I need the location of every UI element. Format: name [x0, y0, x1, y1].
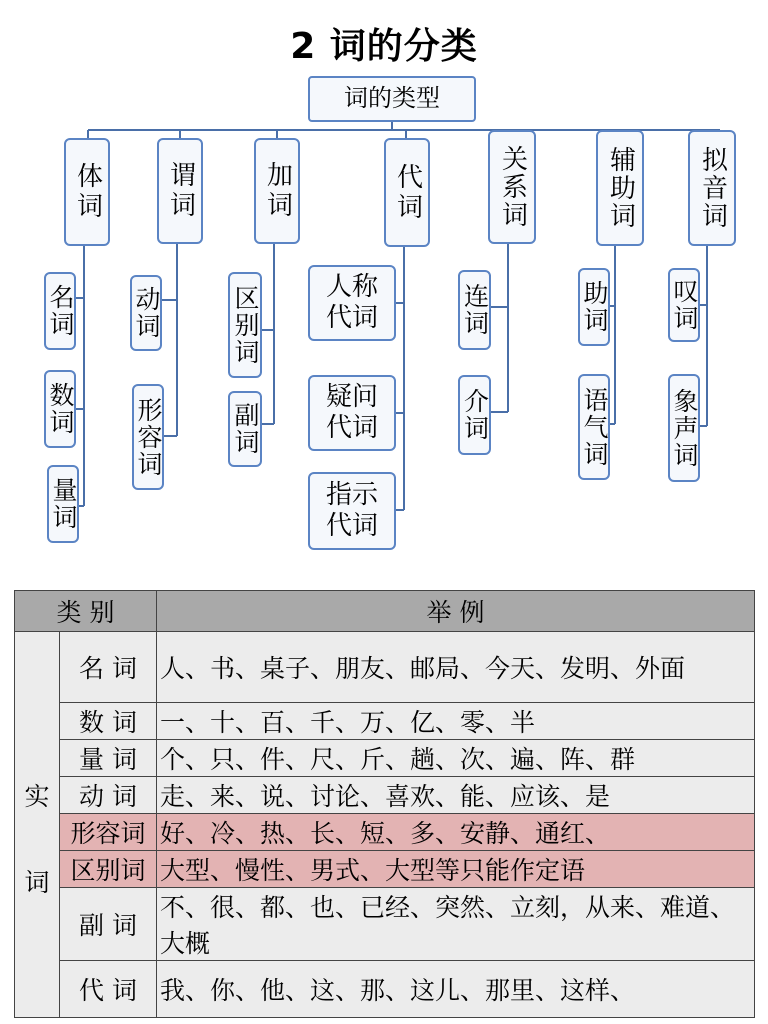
table-row-highlighted [15, 851, 755, 888]
sub-qubieci: 区别词 [228, 272, 262, 378]
group-label-shici [15, 632, 60, 1018]
table-row [15, 740, 755, 777]
row-example: 不、很、都、也、已经、突然、立刻，从来、难道、大概 [157, 888, 755, 961]
sub-yiwen-daici [308, 375, 396, 451]
table-row [15, 888, 755, 961]
tree-root [308, 76, 476, 122]
sub-tanci: 叹词 [668, 268, 700, 342]
sub-xingrongci: 形容词 [132, 384, 164, 490]
word-class-table [14, 590, 755, 1018]
category-fuzhu: 辅助词 [596, 130, 644, 246]
category-jia: 加词 [254, 138, 300, 244]
sub-zhishi-label: 指示代词 [325, 479, 378, 541]
row-name: 代 词 [60, 961, 157, 1018]
sub-xiangshengci: 象声词 [668, 374, 700, 482]
row-example: 人、书、桌子、朋友、邮局、今天、发明、外面 [157, 632, 755, 703]
table-row [15, 703, 755, 740]
sub-yuqici: 语气词 [578, 374, 610, 480]
sub-fuci: 副词 [228, 391, 262, 467]
tree-root-label: 词的类型 [344, 84, 440, 113]
table-row [15, 777, 755, 814]
row-example: 一、十、百、千、万、亿、零、半 [157, 703, 755, 740]
sub-zhuci: 助词 [578, 268, 610, 346]
row-example: 好、冷、热、长、短、多、安静、通红、 [157, 814, 755, 851]
row-name: 副 词 [60, 888, 157, 961]
sub-zhishi-daici [308, 472, 396, 550]
group-label-char-1: 实 [24, 781, 50, 811]
row-example: 走、来、说、讨论、喜欢、能、应该、是 [157, 777, 755, 814]
sub-jieci: 介词 [458, 375, 491, 455]
row-name: 动 词 [60, 777, 157, 814]
category-ti: 体词 [64, 138, 110, 246]
sub-mingci: 名词 [44, 272, 76, 350]
header-examples: 举 例 [157, 591, 755, 632]
row-name: 形容词 [60, 814, 157, 851]
table-row-highlighted [15, 814, 755, 851]
sub-shuci: 数词 [44, 370, 76, 448]
table-header-row [15, 591, 755, 632]
row-example: 大型、慢性、男式、大型等只能作定语 [157, 851, 755, 888]
category-wei: 谓词 [157, 138, 203, 244]
sub-rencheng-label: 人称代词 [325, 271, 378, 333]
sub-lianci: 连词 [458, 270, 491, 350]
row-name: 数 词 [60, 703, 157, 740]
row-example: 个、只、件、尺、斤、趟、次、遍、阵、群 [157, 740, 755, 777]
sub-dongci: 动词 [130, 275, 162, 351]
row-example: 我、你、他、这、那、这儿、那里、这样、 [157, 961, 755, 1018]
row-name: 量 词 [60, 740, 157, 777]
header-category: 类 别 [15, 591, 157, 632]
row-name: 区别词 [60, 851, 157, 888]
group-label-char-2: 词 [24, 867, 50, 897]
sub-liangci: 量词 [47, 465, 79, 543]
table-row [15, 632, 755, 703]
table-row [15, 961, 755, 1018]
row-name: 名 词 [60, 632, 157, 703]
category-guanxi: 关系词 [488, 130, 536, 244]
sub-rencheng-daici [308, 265, 396, 341]
page-title: 2 词的分类 [290, 26, 478, 67]
sub-yiwen-label: 疑问代词 [325, 381, 378, 443]
category-dai: 代词 [384, 138, 430, 247]
category-niyin: 拟音词 [688, 130, 736, 246]
